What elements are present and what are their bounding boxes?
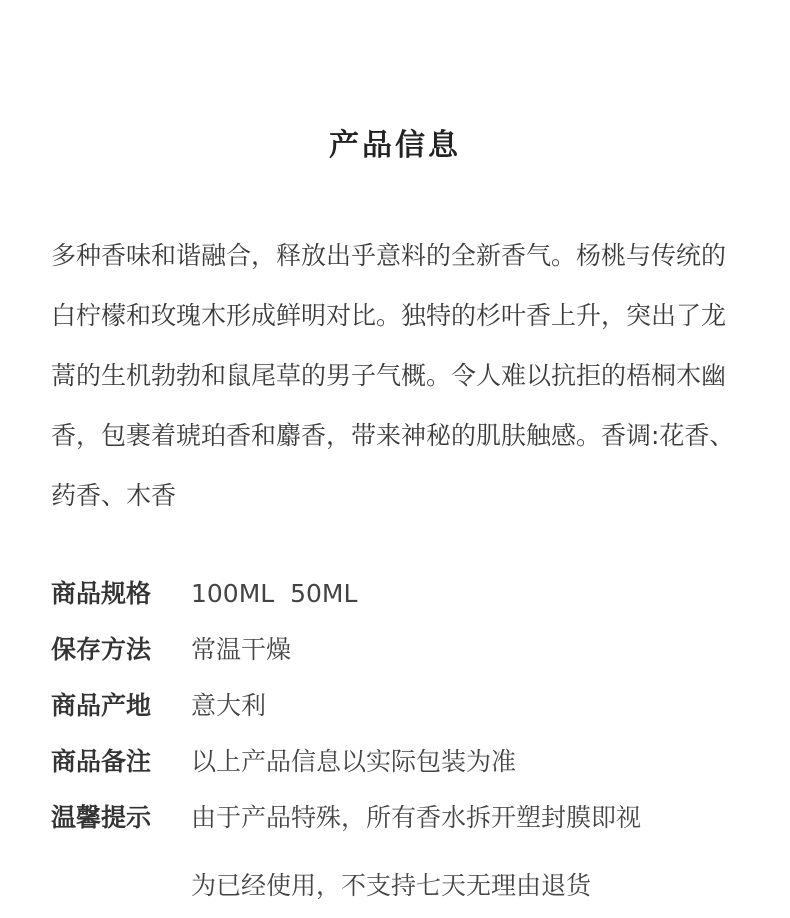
spec-value: 常温干燥	[191, 635, 292, 664]
spec-label: 温馨提示	[51, 803, 152, 832]
spec-row-size	[51, 570, 751, 618]
spec-value: 以上产品信息以实际包装为准	[191, 747, 517, 776]
page-title: 产品信息	[329, 128, 461, 163]
spec-row-tip	[51, 794, 751, 910]
spec-value-line: 由于产品特殊，所有香水拆开塑封膜即视	[191, 803, 642, 832]
product-description: 多种香味和谐融合，释放出乎意料的全新香气。杨桃与传统的白柠檬和玫瑰木形成鲜明对比。独特的杉叶香上升，突出了龙蒿的生机勃勃和鼠尾草的男子气概。令人难以抗拒的梧桐木幽香，包裹着琥珀香和麝香，带来神秘的肌肤触感。香调:花香、药香、木香	[51, 241, 735, 510]
spec-label: 商品规格	[51, 579, 152, 608]
spec-row-origin	[51, 682, 751, 730]
spec-value: 意大利	[191, 691, 267, 720]
spec-label: 商品备注	[51, 747, 152, 776]
spec-value: 100ML 50ML	[191, 579, 358, 608]
spec-row-storage	[51, 626, 751, 674]
spec-label: 商品产地	[51, 691, 152, 720]
spec-row-note	[51, 738, 751, 786]
spec-label: 保存方法	[51, 635, 152, 664]
spec-value	[191, 794, 641, 910]
spec-list	[51, 570, 751, 918]
spec-value-line: 为已经使用，不支持七天无理由退货	[191, 871, 592, 900]
